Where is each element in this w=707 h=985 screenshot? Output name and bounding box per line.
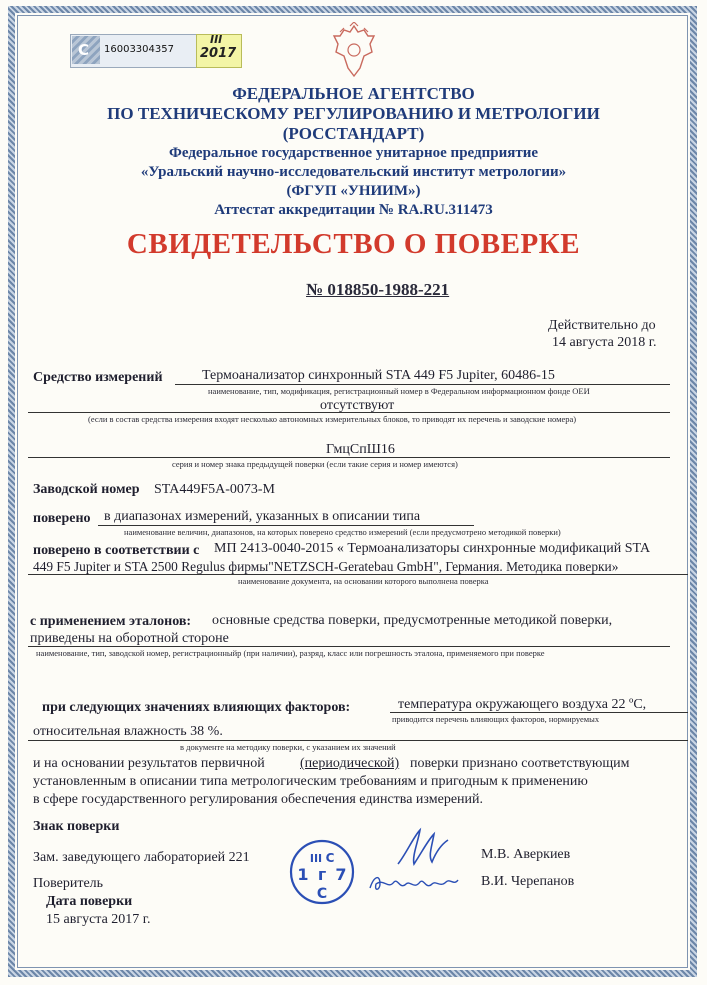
validity-date: 14 августа 2018 г. (552, 335, 657, 350)
prev-mark-caption: серия и номер знака предыдущей поверки (если такие серия и номер имеются) (172, 459, 458, 469)
factors-value1: температура окружающего воздуха 22 ºС, (398, 697, 647, 712)
blocks-underline (28, 412, 670, 413)
instrument-underline (175, 384, 670, 385)
stamp-digit-1: 1 (297, 865, 309, 884)
prev-mark-value: ГмцСпШ16 (326, 442, 395, 457)
stamp-mark: С (325, 851, 335, 865)
sticker-year: 2017 (200, 46, 237, 61)
verifier-signature (366, 868, 462, 898)
factors-underline1 (390, 712, 688, 713)
institute-name: «Уральский научно-исследовательский институт метрологии» (140, 164, 567, 180)
instrument-label: Средство измерений (33, 370, 163, 385)
validity-label: Действительно до (548, 318, 656, 333)
mark-label: Знак поверки (33, 819, 120, 834)
factors-label: при следующих значениях влияющих факторов: (42, 700, 351, 715)
according-line2: 449 F5 Jupiter и STA 2500 Regulus фирмы"NETZSCH-Geratebau GmbH", Германия. Методика поверки» (33, 559, 619, 574)
according-underline (28, 574, 688, 575)
factors-caption1: приводится перечень влияющих факторов, нормируемых (392, 714, 600, 724)
conclusion-line3: в сфере государственного регулирования обеспечения единства измерений. (33, 792, 484, 807)
stamp-quarter: III (309, 852, 323, 865)
conclusion-line1c: поверки признано соответствующим (410, 756, 630, 771)
according-caption: наименование документа, на основании которого выполнена поверка (238, 576, 489, 586)
verified-value: в диапазонах измерений, указанных в описании типа (104, 509, 421, 524)
prev-mark-underline (28, 457, 670, 458)
deputy-signature (392, 826, 452, 870)
instrument-value: Термоанализатор синхронный STA 449 F5 Jupiter, 60486-15 (202, 368, 555, 383)
conclusion-line2: установленным в описании типа метрологическим требованиям и пригодным к применению (33, 774, 588, 789)
agency-name: ФЕДЕРАЛЬНОЕ АГЕНТСТВО (232, 84, 475, 103)
factors-underline2 (28, 740, 688, 741)
verifier-label: Поверитель (33, 876, 104, 891)
factors-value2: относительная влажность 38 %. (33, 724, 223, 739)
accreditation: Аттестат аккредитации № RA.RU.311473 (214, 202, 493, 218)
stamp-bottom-letter: С (316, 886, 328, 902)
enterprise-type: Федеральное государственное унитарное предприятие (169, 145, 538, 161)
instrument-caption: наименование, тип, модификация, регистрационный номер в Федеральном информационном фонде ОЕИ (208, 386, 590, 396)
stamp-letter: г (317, 865, 327, 884)
deputy-label: Зам. заведующего лабораторией 221 (33, 850, 250, 865)
agency-abbr: (РОССТАНДАРТ) (282, 124, 425, 143)
coat-of-arms-icon (330, 22, 378, 80)
document-title: СВИДЕТЕЛЬСТВО О ПОВЕРКЕ (126, 228, 581, 260)
standards-line2: приведены на оборотной стороне (30, 631, 229, 646)
date-label: Дата поверки (46, 894, 133, 909)
standards-caption: наименование, тип, заводской номер, регистрационныйр (при наличии), разряд, класс или погрешность эталона, применяемого при поверке (36, 648, 545, 658)
sticker-quarter: III (210, 33, 223, 46)
verifier-name: В.И. Черепанов (481, 874, 575, 889)
blocks-value: отсутствуют (320, 398, 395, 413)
date-value: 15 августа 2017 г. (46, 912, 151, 927)
certificate-number: № 018850-1988-221 (306, 280, 450, 299)
standards-line1: основные средства поверки, предусмотренные методикой поверки, (212, 613, 613, 628)
verified-label: поверено (33, 511, 91, 526)
factors-caption2: в документе на методику поверки, с указанием их значений (180, 742, 396, 752)
deputy-name: М.В. Аверкиев (481, 847, 571, 862)
hologram-c-icon: С (78, 41, 90, 59)
conclusion-line1a: и на основании результатов первичной (33, 756, 265, 771)
conclusion-periodic: (периодической) (300, 756, 400, 771)
serial-label: Заводской номер (33, 482, 140, 497)
verified-caption: наименование величин, диапазонов, на которых поверено средство измерений (если предусмотрено методикой поверки) (124, 527, 561, 537)
agency-name-2: ПО ТЕХНИЧЕСКОМУ РЕГУЛИРОВАНИЮ И МЕТРОЛОГИИ (107, 104, 600, 123)
serial-value: STA449F5A-0073-M (154, 482, 275, 497)
standards-label: с применением эталонов: (30, 614, 192, 629)
standards-underline (28, 646, 670, 647)
according-line1: МП 2413-0040-2015 « Термоанализаторы синхронные модификаций STA (214, 541, 651, 556)
according-label: поверено в соответствии с (33, 543, 200, 558)
stamp-digit-7: 7 (335, 865, 347, 884)
verification-stamp (288, 838, 356, 906)
sticker-code: 16003304357 (104, 44, 174, 55)
blocks-caption: (если в состав средства измерения входят несколько автономных измерительных блоков, то приводят их перечень и заводские номера) (88, 414, 577, 424)
verified-underline (98, 525, 474, 526)
institute-abbr: (ФГУП «УНИИМ») (286, 183, 421, 199)
